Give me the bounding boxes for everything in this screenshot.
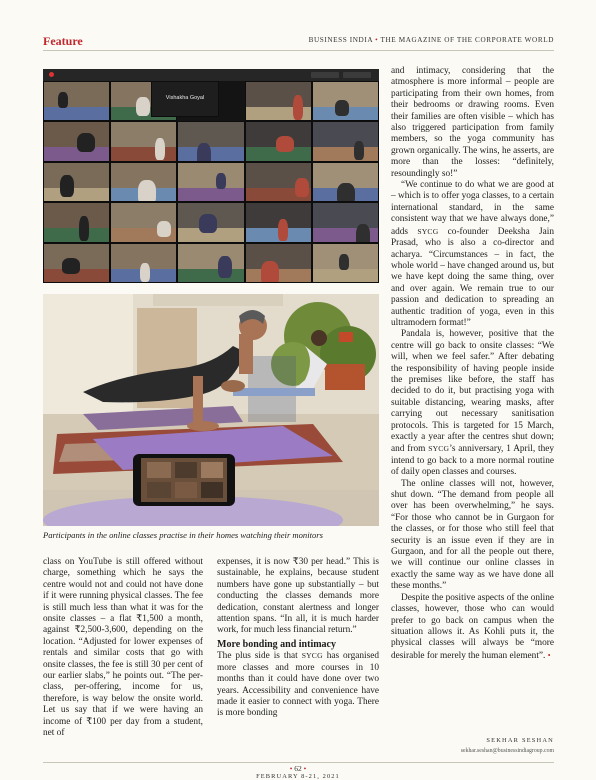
paragraph: class on YouTube is still offered without charge, something which he says the centre would not and could not have done if it were running physical classes. The fee is still much less than what it was for the onsite classes – a flat ₹1,500 a month, against ₹2,500-3,600, depending on the location. “Adjusted for lower expenses of rentals and similar costs that go with onsite classes, the fee is still 30 per cent of our earlier slabs,” he points out. “The per-class, per-offering, income for us, therefore, is way below the onsite world. Let us say that if we were having an income of ₹100 per day from a student, net of xyxy=(43,557,203,739)
section-label: Feature xyxy=(43,34,83,48)
participant-tile xyxy=(312,202,379,242)
paragraph-text: has organised more classes and more courses in 10 months than it could have done over two years. Accessibility and convenience have made it easier to connect with yoga. There is more bonding xyxy=(217,651,379,719)
paragraph xyxy=(391,593,554,662)
zoom-class-screenshot xyxy=(43,69,379,283)
participant-tile xyxy=(43,81,110,121)
author-byline: SEKHAR SESHAN xyxy=(486,737,554,744)
yoga-photo-illustration xyxy=(43,294,379,526)
paragraph xyxy=(217,650,379,719)
participant-tile xyxy=(177,243,244,283)
participant-tile xyxy=(245,121,312,161)
participant-tile xyxy=(43,243,110,283)
zoom-toolbar xyxy=(43,69,379,81)
magazine-name: BUSINESS INDIA xyxy=(308,36,373,44)
participant-tile xyxy=(177,202,244,242)
paragraph-text: co-founder Deeksha Jain Prasad, who is also a co-director and acharya. “Circumstances – in fact, the whole world – have changed around us, but we have kept doing the same thing, over and over again. We remain true to our passion and dedication to spreading an authentic tradition of yoga, even in this ultramodern format!” xyxy=(391,226,554,328)
page-number xyxy=(248,764,348,773)
article-column-right xyxy=(391,66,554,662)
issue-date: FEBRUARY 8-21, 2021 xyxy=(256,773,340,780)
recording-indicator-icon xyxy=(49,72,54,77)
participant-tile xyxy=(312,243,379,283)
magazine-masthead xyxy=(309,36,554,44)
host-name: Vishakha Goyal xyxy=(165,95,205,101)
zoom-toolbar-button xyxy=(343,72,371,78)
paragraph-text: The plus side is that xyxy=(217,651,302,662)
participant-tile xyxy=(177,162,244,202)
end-mark: • xyxy=(547,650,551,660)
participant-tile xyxy=(245,202,312,242)
page-marker-right: • xyxy=(303,764,307,773)
subheading: More bonding and intimacy xyxy=(217,638,336,650)
participant-tile xyxy=(245,81,312,121)
article-column-bottom-middle xyxy=(217,557,379,720)
author-email[interactable]: sekhar.seshan@businessindiagroup.com xyxy=(460,748,554,754)
host-tile xyxy=(151,81,219,117)
page-number-value: 62 xyxy=(294,764,302,773)
paragraph-text: Pandala is, however, positive that the centre will go back to onsite classes: “We will, when we feel safer.” After debating the responsibility of having people inside the premises like before, the staff has decided to do it, but practising yoga with suitable distancing, wearing masks, after carrying out necessary sanitisation protocols. This is targeted for 15 March, exactly a year after the centres shut down; and from xyxy=(391,329,554,455)
org-acronym: SYCG xyxy=(417,226,439,236)
paragraph: and intimacy, considering that the atmosphere is more informal – people are participating from their own homes, from their bedrooms or drawing rooms. Even their families are often visible – which has also triggered participation from family members, so the yoga community has grown organically. The wins, he asserts, are more than the losses: “definitely, resoundingly so!” xyxy=(391,66,554,179)
participant-tile xyxy=(110,202,177,242)
magazine-tagline: THE MAGAZINE OF THE CORPORATE WORLD xyxy=(380,36,554,44)
participant-tile xyxy=(110,162,177,202)
org-acronym: SYCG xyxy=(428,444,450,454)
paragraph xyxy=(391,329,554,478)
participant-tile xyxy=(43,162,110,202)
participant-tile xyxy=(245,162,312,202)
zoom-toolbar-button xyxy=(311,72,339,78)
participant-tile xyxy=(177,121,244,161)
footer-divider xyxy=(43,762,554,763)
participant-tile xyxy=(312,162,379,202)
paragraph-text: ’s anniversary, 1 April, they intend to go back to a more normal routine of daily open classes and courses. xyxy=(391,444,554,478)
paragraph-text: Despite the positive aspects of the online classes, however, those who can would prefer to go back on campus when the situation allows it. As Kohli puts it, the physical classes will always be “more desirable for merely the human element”. xyxy=(391,592,554,661)
participant-tile xyxy=(110,121,177,161)
page-marker-left: • xyxy=(289,764,293,773)
paragraph xyxy=(391,180,554,329)
paragraph: expenses, it is now ₹30 per head.” This is sustainable, he explains, because student numbers have gone up substantially – but conducting the classes demands more dedication, constant alertness and longer attention spans. “In all, it is much harder work, for much less financial return.” xyxy=(217,557,379,636)
participant-tile xyxy=(43,121,110,161)
masthead-separator: • xyxy=(375,36,379,44)
participant-tile xyxy=(312,81,379,121)
page-header xyxy=(43,34,554,51)
participant-tile xyxy=(312,121,379,161)
org-acronym: SYCG xyxy=(301,651,323,661)
article-column-bottom-left xyxy=(43,557,203,740)
participant-tile xyxy=(43,202,110,242)
participant-tile xyxy=(110,243,177,283)
yoga-photo xyxy=(43,294,379,526)
participant-tile xyxy=(245,243,312,283)
paragraph: The online classes will not, however, shut down. “The demand from people all over has been overwhelming,” he says. “For those who cannot be in Gurgaon for the classes, or for those who still feel that security is an issue even if they are in Gurgaon, and for all the people out there, we will continue our online classes in exactly the same way as we have done all these months.” xyxy=(391,478,554,592)
paragraph-text: “We continue to do what we are good at – which is to offer yoga classes, to a certain international standard, in the same consistent way that we have always done,” adds xyxy=(391,180,554,237)
photo-caption: Participants in the online classes practise in their homes watching their monitors xyxy=(43,530,323,540)
